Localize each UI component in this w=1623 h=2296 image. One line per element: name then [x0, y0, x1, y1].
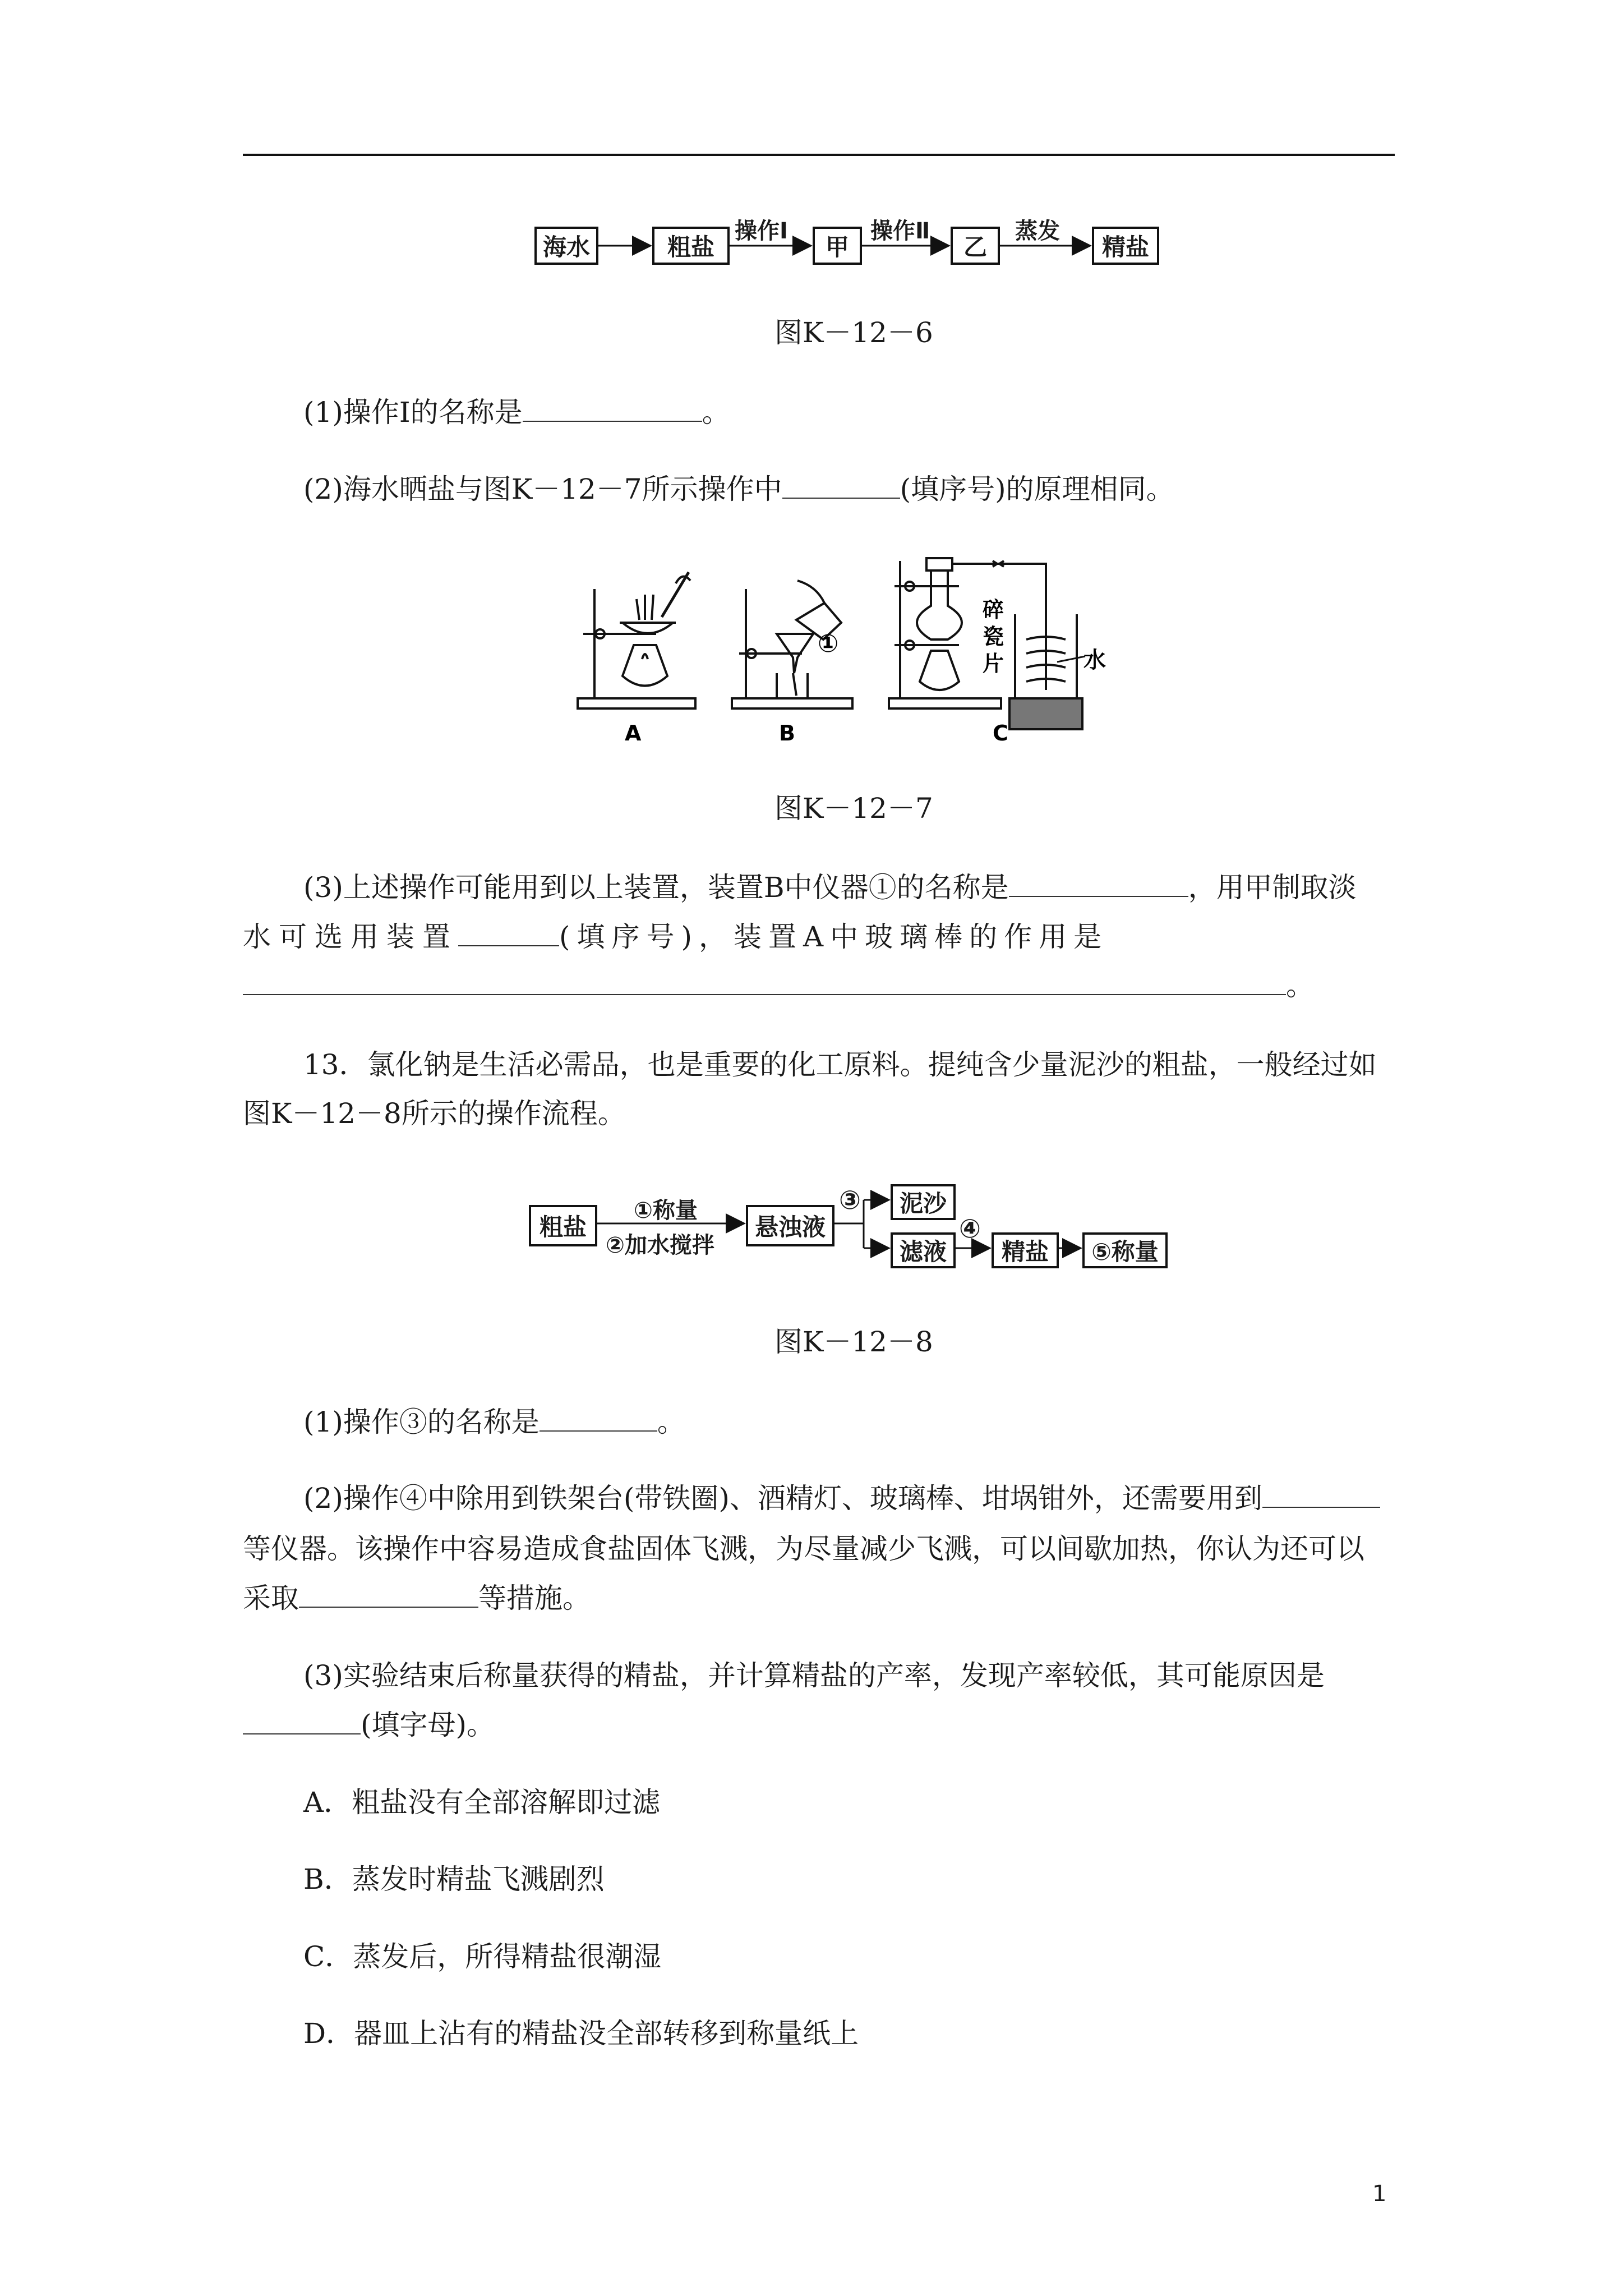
page-number: 1	[1372, 2181, 1387, 2207]
figure-caption-8: 图K－12－8	[774, 1326, 933, 1358]
apparatus-water-label: 水	[1083, 647, 1106, 673]
flow2-label-dissolve: ②加水搅拌	[606, 1232, 714, 1258]
apparatus-label-c: C	[993, 721, 1008, 746]
apparatus-marker-1: ①	[818, 629, 839, 658]
option-d: D．器皿上沾有的精盐没全部转移到称量纸上	[303, 2017, 859, 2050]
flow-label-op2: 操作Ⅱ	[870, 218, 930, 244]
flow2-box-weigh: ⑤称量	[1082, 1232, 1168, 1268]
flow2-marker-4: ④	[959, 1213, 981, 1244]
flow-box-jia: 甲	[813, 227, 862, 265]
q13-part3-line2: (填字母)。	[243, 1708, 495, 1742]
answer-blank[interactable]	[1262, 1482, 1380, 1508]
answer-blank[interactable]	[540, 1406, 657, 1432]
flow-box-refined-salt: 精盐	[1092, 227, 1159, 265]
q12-part1: (1)操作Ⅰ的名称是 。	[303, 396, 730, 429]
flow-label-op1: 操作Ⅰ	[735, 218, 788, 244]
flow2-box-sand: 泥沙	[891, 1184, 956, 1220]
q13-part2-line2: 等仪器。该操作中容易造成食盐固体飞溅，为尽量减少飞溅，可以间歇加热，你认为还可以	[243, 1533, 1364, 1565]
figure-caption-7: 图K－12－7	[774, 792, 933, 825]
q12-part2: (2)海水晒盐与图K－12－7所示操作中 (填序号)的原理相同。	[303, 473, 1174, 505]
option-a: A．粗盐没有全部溶解即过滤	[303, 1786, 661, 1819]
apparatus-label-b: B	[779, 721, 795, 746]
flow-box-seawater: 海水	[534, 227, 598, 265]
flow2-box-suspension: 悬浊液	[746, 1205, 834, 1246]
apparatus-c-text-2: 瓷	[983, 624, 1004, 649]
flow2-marker-3: ③	[839, 1185, 861, 1215]
flow-box-yi: 乙	[951, 227, 1000, 265]
flow-box-crude-salt: 粗盐	[652, 227, 730, 265]
q13-part1: (1)操作③的名称是 。	[303, 1406, 685, 1438]
q13-part3-line1: (3)实验结束后称量获得的精盐，并计算精盐的产率，发现产率较低，其可能原因是	[303, 1659, 1325, 1692]
figure-caption-6: 图K－12－6	[774, 316, 933, 349]
q13-intro-line2: 图K－12－8所示的操作流程。	[243, 1097, 626, 1130]
flow2-box-filtrate: 滤液	[891, 1232, 956, 1268]
flow-label-evaporate: 蒸发	[1015, 218, 1060, 244]
option-b: B．蒸发时精盐飞溅剧烈	[303, 1863, 605, 1895]
q13-intro-line1: 13．氯化钠是生活必需品，也是重要的化工原料。提纯含少量泥沙的粗盐，一般经过如	[303, 1048, 1377, 1081]
apparatus-c-text-3: 片	[983, 651, 1004, 676]
apparatus-label-a: A	[625, 721, 642, 746]
q12-part3-line3: 。	[243, 969, 1314, 1002]
answer-blank[interactable]	[243, 1709, 361, 1734]
q12-part3-line1: (3)上述操作可能用到以上装置，装置B中仪器①的名称是 ，用甲制取淡	[303, 871, 1357, 904]
q13-part2-line1: (2)操作④中除用到铁架台(带铁圈)、酒精灯、玻璃棒、坩埚钳外，还需要用到	[303, 1481, 1380, 1515]
apparatus-c-text-1: 碎	[983, 597, 1004, 622]
flow2-label-weigh: ①称量	[634, 1198, 698, 1223]
answer-blank[interactable]	[299, 1582, 478, 1608]
flow2-box-refined-salt: 精盐	[992, 1232, 1059, 1268]
flow2-box-crude-salt: 粗盐	[529, 1205, 597, 1246]
option-c: C．蒸发后，所得精盐很潮湿	[303, 1940, 662, 1973]
q12-part3-line2: 水可选用装置 (填序号)，装置A中玻璃棒的作用是	[243, 921, 1109, 953]
q13-part2-line3: 采取 等措施。	[243, 1582, 591, 1614]
